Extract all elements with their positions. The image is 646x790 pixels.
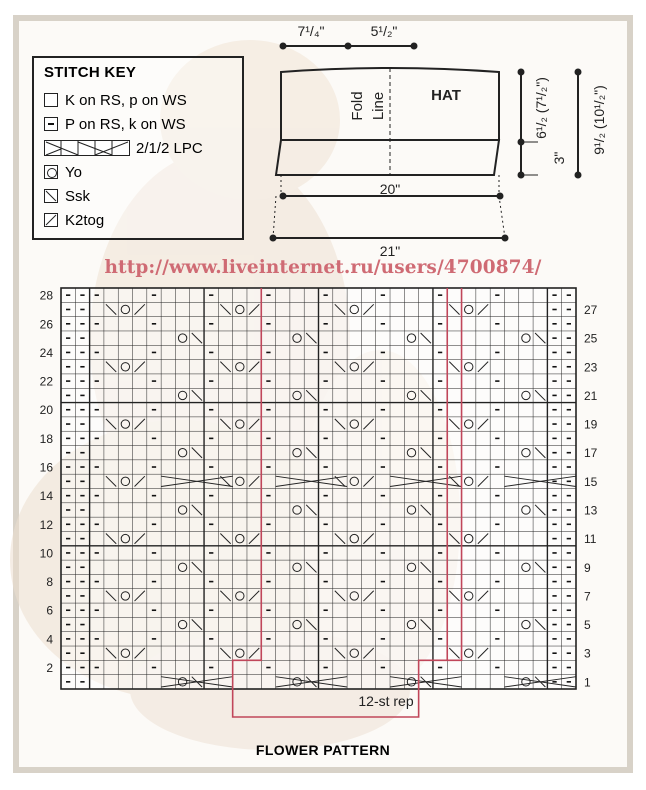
empty-square-icon: [44, 93, 58, 107]
key-item-purl: [44, 114, 186, 134]
stitch-key: [32, 56, 244, 240]
key-item-yo: [44, 162, 82, 182]
row-number-right: 5: [584, 618, 591, 633]
top-right-dimension: 5¹/₂": [370, 23, 398, 39]
row-number-left: 16: [39, 460, 53, 475]
repeat-label: 12-st rep: [358, 693, 414, 709]
row-number-right: 19: [584, 417, 598, 432]
row-number-left: 26: [39, 317, 53, 332]
chart-title: FLOWER PATTERN: [255, 742, 391, 758]
row-number-right: 3: [584, 646, 591, 661]
row-number-right: 7: [584, 589, 591, 604]
row-number-right: 23: [584, 360, 598, 375]
hat-label: HAT: [431, 87, 461, 104]
hat-schematic: [273, 46, 578, 238]
key-item-label: P on RS, k on WS: [65, 115, 186, 133]
height-band-label: 3": [551, 151, 567, 165]
row-number-left: 22: [39, 374, 53, 389]
row-number-left: 14: [39, 489, 53, 504]
row-number-right: 11: [584, 532, 597, 547]
stitch-key-title: STITCH KEY: [44, 64, 137, 81]
row-number-right: 25: [584, 331, 598, 346]
cable-lpc-icon: [44, 140, 130, 156]
key-item-k2tog: [44, 210, 104, 230]
row-number-right: 21: [584, 388, 598, 403]
key-item-label: Ssk: [65, 187, 91, 205]
key-item-label: Yo: [65, 163, 82, 181]
key-item-knit: [44, 90, 187, 110]
fold-label-line1: Fold: [349, 91, 366, 121]
yarn-over-circle-icon: [44, 165, 58, 179]
row-number-left: 4: [46, 632, 53, 647]
row-number-right: 9: [584, 560, 591, 575]
width-21-label: 21": [379, 243, 401, 259]
key-item-label: 2/1/2 LPC: [136, 139, 203, 157]
key-item-label: K on RS, p on WS: [65, 91, 187, 109]
row-number-left: 6: [46, 603, 53, 618]
row-number-right: 13: [584, 503, 598, 518]
fold-label-line2: Line: [370, 91, 387, 121]
hat-band-outline: [276, 140, 499, 175]
row-number-left: 24: [39, 345, 53, 360]
row-number-left: 28: [39, 288, 53, 303]
row-number-right: 27: [584, 302, 598, 317]
width-20-label: 20": [379, 181, 401, 197]
top-left-dimension: 7¹/₄": [297, 23, 325, 39]
key-item-ssk: [44, 186, 90, 206]
key-item-label: K2tog: [65, 211, 105, 229]
row-number-left: 10: [39, 546, 53, 561]
row-number-right: 1: [584, 675, 591, 690]
row-number-left: 18: [39, 431, 53, 446]
row-number-left: 12: [39, 517, 53, 532]
height-total-label: 9¹/₂ (10¹/₂"): [591, 85, 607, 155]
row-number-right: 15: [584, 474, 598, 489]
row-number-right: 17: [584, 446, 598, 461]
row-number-left: 8: [46, 575, 53, 590]
ssk-backslash-icon: [44, 189, 58, 203]
k2tog-slash-icon: [44, 213, 58, 227]
watermark-url[interactable]: http://www.liveinternet.ru/users/4700874/: [104, 257, 542, 278]
dash-square-icon: [44, 117, 58, 131]
height-main-label: 6¹/₂ (7¹/₂"): [533, 77, 549, 139]
key-item-cable: [44, 138, 203, 158]
flower-pattern-chart: [61, 288, 576, 689]
row-number-left: 2: [46, 661, 53, 676]
row-number-left: 20: [39, 403, 53, 418]
